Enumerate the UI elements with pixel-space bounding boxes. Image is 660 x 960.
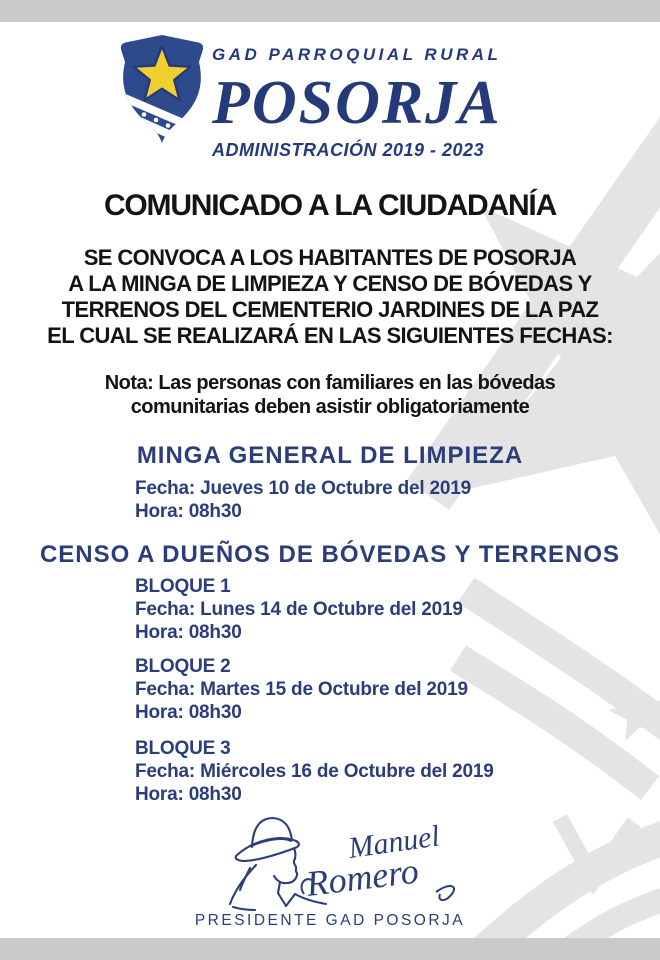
brand-block (212, 44, 552, 161)
administration-period: ADMINISTRACIÓN 2019 - 2023 (212, 140, 485, 160)
announcement-line: SE CONVOCA A LOS HABITANTES DE POSORJA (83, 245, 577, 270)
signatory-title: PRESIDENTE GAD POSORJA (194, 912, 466, 929)
block-name: BLOQUE 1 (135, 576, 231, 597)
outer-background-bottom-bar (0, 938, 660, 960)
censo-block-3 (135, 737, 494, 806)
minga-fecha: Fecha: Jueves 10 de Octubre del 2019 (135, 478, 472, 499)
block-fecha: Fecha: Lunes 14 de Octubre del 2019 (135, 599, 463, 620)
minga-heading: MINGA GENERAL DE LIMPIEZA (136, 442, 524, 469)
censo-heading: CENSO A DUEÑOS DE BÓVEDAS Y TERRENOS (39, 541, 621, 568)
announcement-line: EL CUAL SE REALIZARÁ EN LAS SIGUIENTES FECHAS: (47, 323, 613, 348)
block-fecha: Fecha: Martes 15 de Octubre del 2019 (135, 679, 468, 700)
outer-background-top-bar (0, 0, 660, 22)
block-hora: Hora: 08h30 (135, 702, 242, 723)
announcement-paragraph (0, 245, 660, 349)
block-name: BLOQUE 3 (135, 738, 231, 759)
announcement-line: A LA MINGA DE LIMPIEZA Y CENSO DE BÓVEDAS Y (68, 271, 592, 296)
block-fecha: Fecha: Miércoles 16 de Octubre del 2019 (135, 761, 494, 782)
note-line: comunitarias deben asistir obligatoriamente (130, 396, 530, 418)
org-name: POSORJA (212, 69, 502, 137)
block-hora: Hora: 08h30 (135, 622, 242, 643)
censo-block-2 (135, 655, 468, 724)
minga-hora: Hora: 08h30 (135, 501, 242, 522)
posorja-shield-star-logo-icon (112, 28, 212, 150)
block-name: BLOQUE 2 (135, 656, 231, 677)
man-with-hat-sketch-icon (228, 810, 478, 912)
signature-first-name: Manuel (346, 819, 442, 865)
censo-block-1 (135, 575, 463, 644)
org-type-line: GAD PARROQUIAL RURAL (212, 45, 502, 64)
page-title: COMUNICADO A LA CIUDADANÍA (103, 189, 557, 222)
signature-last-name: Romero (304, 850, 421, 904)
note-paragraph (0, 371, 660, 419)
block-hora: Hora: 08h30 (135, 784, 242, 805)
minga-schedule (135, 477, 471, 523)
announcement-line: TERRENOS DEL CEMENTERIO JARDINES DE LA PAZ (61, 297, 599, 322)
note-line: Nota: Las personas con familiares en las bóvedas (104, 372, 556, 394)
